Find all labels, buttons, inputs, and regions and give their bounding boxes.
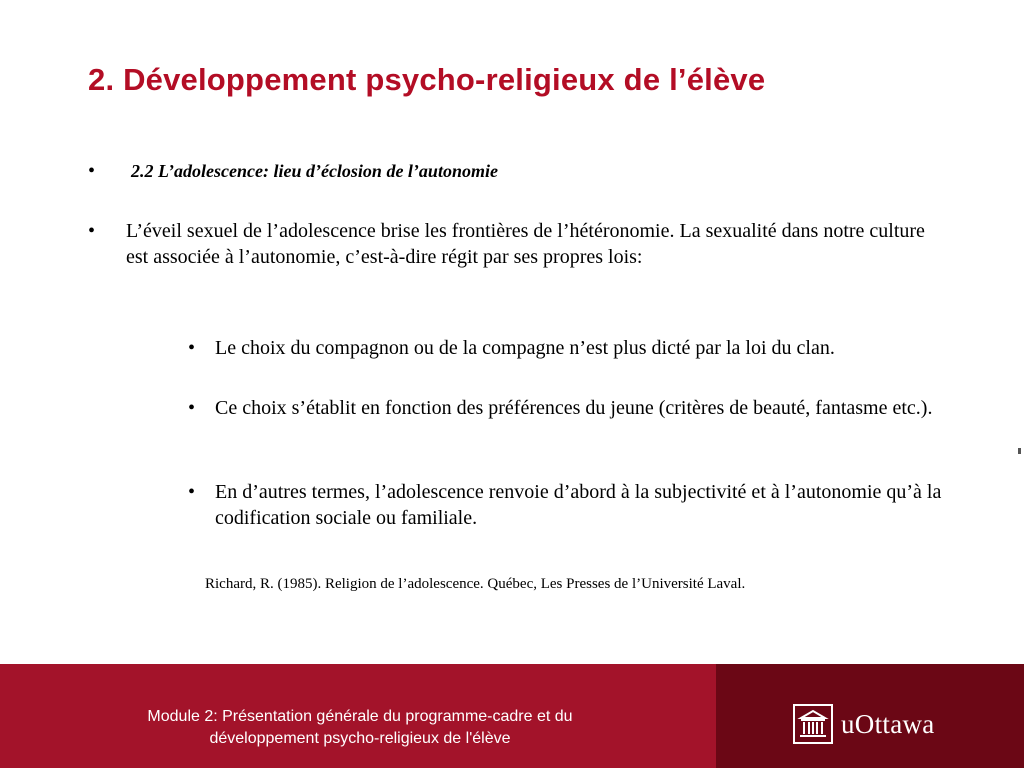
bullet-icon: • bbox=[188, 481, 196, 503]
sub-bullet-point bbox=[188, 395, 948, 421]
sub-bullet-text: Le choix du compagnon ou de la compagne n’est plus dicté par la loi du clan. bbox=[215, 337, 835, 359]
bullet-icon: • bbox=[188, 337, 196, 359]
bullet-icon: • bbox=[188, 397, 196, 419]
slide-title: 2. Développement psycho-religieux de l’élève bbox=[88, 62, 766, 97]
edge-mark bbox=[1018, 448, 1021, 454]
bullet-icon: • bbox=[88, 160, 96, 182]
footer-line-2: développement psycho-religieux de l'élève bbox=[209, 730, 511, 747]
building-icon bbox=[793, 704, 833, 744]
bullet-point-heading bbox=[88, 158, 968, 184]
university-logo bbox=[793, 704, 935, 744]
sub-bullet-point bbox=[188, 479, 948, 531]
logo-wordmark: uOttawa bbox=[841, 708, 935, 739]
footer-line-1: Module 2: Présentation générale du programme-cadre et du bbox=[147, 708, 573, 725]
bullet-point-main bbox=[88, 218, 948, 270]
footer-course-title bbox=[60, 706, 660, 750]
bullet-text: 2.2 L’adolescence: lieu d’éclosion de l’autonomie bbox=[131, 161, 498, 181]
sub-bullet-text: En d’autres termes, l’adolescence renvoie d’abord à la subjectivité et à l’autonomie qu’à la codification sociale ou familiale. bbox=[215, 481, 942, 529]
bullet-icon: • bbox=[88, 220, 96, 242]
bullet-text: L’éveil sexuel de l’adolescence brise les frontières de l’hétéronomie. La sexualité dans notre culture est associée à l’autonomie, c’est-à-dire régit par ses propres lois: bbox=[126, 220, 925, 268]
reference-citation: Richard, R. (1985). Religion de l’adolescence. Québec, Les Presses de l’Université Laval. bbox=[205, 576, 746, 592]
sub-bullet-text: Ce choix s’établit en fonction des préférences du jeune (critères de beauté, fantasme etc.). bbox=[215, 397, 933, 419]
sub-bullet-point bbox=[188, 335, 948, 361]
